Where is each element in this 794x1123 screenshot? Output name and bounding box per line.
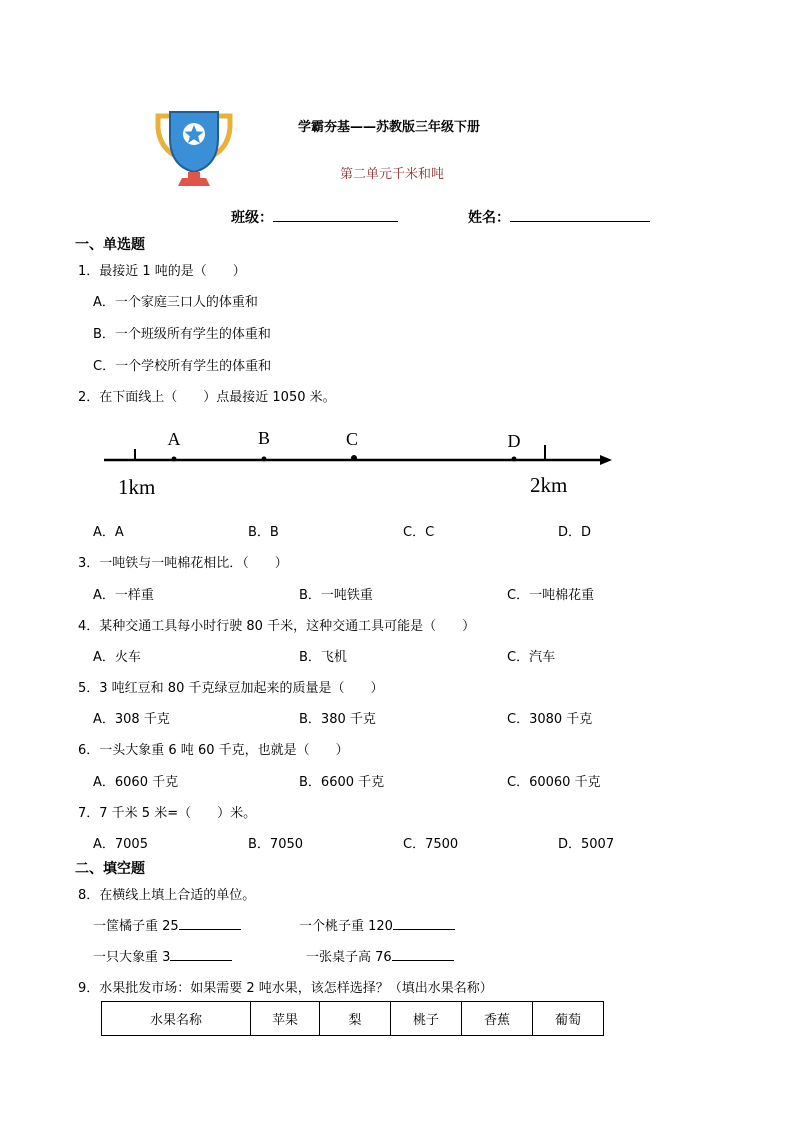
- name-input-line[interactable]: [510, 207, 650, 222]
- question-4: 4．某种交通工具每小时行驶 80 千米，这种交通工具可能是（ ）: [78, 619, 476, 634]
- star-icon: [183, 123, 205, 145]
- fill-item-text: 一只大象重 3: [93, 950, 171, 965]
- option-1a: A．一个家庭三口人的体重和: [93, 295, 258, 310]
- question-8: 8．在横线上填上合适的单位。: [78, 888, 256, 903]
- option-5a: A．308 千克: [93, 712, 170, 727]
- class-field: [231, 207, 398, 227]
- fill-item-text: 一个桃子重 120: [299, 919, 393, 934]
- option-7a: A．7005: [93, 837, 148, 852]
- arrow-head-icon: [600, 455, 612, 465]
- question-1: 1．最接近 1 吨的是（ ）: [78, 264, 246, 279]
- option-6b: B．6600 千克: [299, 775, 385, 790]
- question-3: 3．一吨铁与一吨棉花相比．（ ）: [78, 556, 288, 571]
- option-3a: A．一样重: [93, 588, 154, 603]
- question-7: 7．7 千米 5 米=（ ）米。: [78, 806, 257, 821]
- option-4b: B．飞机: [299, 650, 347, 665]
- fill-item-3: [93, 946, 232, 965]
- table-header-cell: 香蕉: [462, 1002, 533, 1036]
- section-heading: 二、填空题: [75, 861, 145, 877]
- fill-blank[interactable]: [179, 917, 241, 930]
- option-3b: B．一吨铁重: [299, 588, 373, 603]
- option-3c: C．一吨棉花重: [507, 588, 595, 603]
- point-a-dot: [172, 457, 177, 462]
- name-field: [468, 207, 650, 227]
- fill-item-1: [93, 915, 241, 934]
- option-2a: A．A: [93, 525, 124, 540]
- fill-item-text: 一筐橘子重 25: [93, 919, 179, 934]
- point-a-label: A: [167, 429, 181, 449]
- option-6a: A．6060 千克: [93, 775, 179, 790]
- option-1b: B．一个班级所有学生的体重和: [93, 327, 271, 342]
- number-line-figure: [100, 420, 620, 505]
- point-d-label: D: [507, 431, 521, 451]
- table-header-cell: 苹果: [251, 1002, 320, 1036]
- option-5b: B．380 千克: [299, 712, 376, 727]
- option-1c: C．一个学校所有学生的体重和: [93, 359, 272, 374]
- class-label: 班级：: [231, 210, 273, 226]
- start-label: 1km: [118, 475, 156, 499]
- option-7b: B．7050: [248, 837, 304, 852]
- end-label: 2km: [530, 473, 568, 497]
- fill-blank[interactable]: [170, 948, 232, 961]
- document-subtitle: 第二单元千米和吨: [340, 167, 445, 182]
- point-b-label: B: [257, 428, 271, 448]
- option-5c: C．3080 千克: [507, 712, 593, 727]
- option-7c: C．7500: [403, 837, 459, 852]
- option-4a: A．火车: [93, 650, 141, 665]
- table-header-cell: 葡萄: [533, 1002, 604, 1036]
- fill-item-text: 一张桌子高 76: [306, 950, 392, 965]
- fill-item-2: [299, 915, 455, 934]
- point-d-dot: [512, 457, 517, 462]
- fill-item-4: [306, 946, 454, 965]
- section-heading: 一、单选题: [75, 237, 145, 253]
- option-6c: C．60060 千克: [507, 775, 601, 790]
- option-2d: D．D: [558, 525, 592, 540]
- point-b-dot: [262, 457, 267, 462]
- point-c-label: C: [345, 429, 359, 449]
- option-2c: C．C: [403, 525, 435, 540]
- fill-blank[interactable]: [392, 948, 454, 961]
- question-2: 2．在下面线上（ ）点最接近 1050 米。: [78, 390, 336, 405]
- option-4c: C．汽车: [507, 650, 556, 665]
- question-5: 5．3 吨红豆和 80 千克绿豆加起来的质量是（ ）: [78, 681, 384, 696]
- table-header-cell: 水果名称: [102, 1002, 251, 1036]
- trophy-icon: [152, 108, 236, 188]
- fruit-table: [101, 1001, 604, 1036]
- table-header-cell: 桃子: [391, 1002, 462, 1036]
- question-6: 6．一头大象重 6 吨 60 千克，也就是（ ）: [78, 743, 349, 758]
- class-input-line[interactable]: [273, 207, 398, 222]
- option-2b: B．B: [248, 525, 279, 540]
- question-9: 9．水果批发市场：如果需要 2 吨水果，该怎样选择？（填出水果名称）: [78, 981, 493, 996]
- table-row: [102, 1002, 604, 1036]
- option-7d: D．5007: [558, 837, 615, 852]
- fill-blank[interactable]: [393, 917, 455, 930]
- table-header-cell: 梨: [320, 1002, 391, 1036]
- name-label: 姓名：: [468, 210, 510, 226]
- point-c-dot: [351, 455, 357, 461]
- document-title: 学霸夯基——苏教版三年级下册: [298, 120, 481, 135]
